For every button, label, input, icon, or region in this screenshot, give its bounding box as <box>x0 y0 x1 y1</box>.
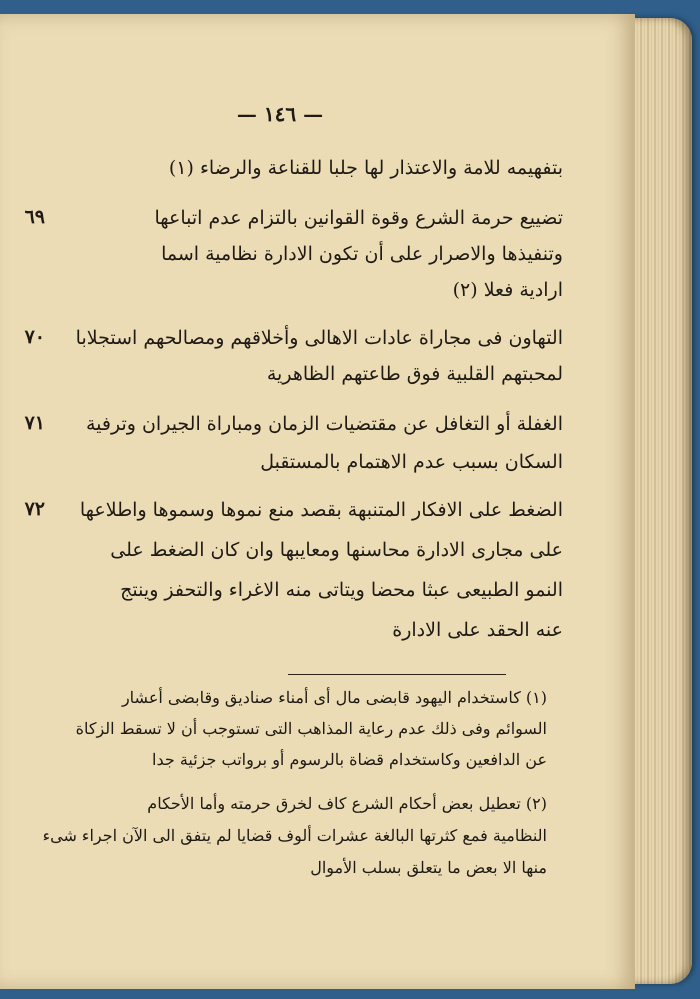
item-line: لمحبتهم القلبية فوق طاعتهم الظاهرية <box>266 363 563 385</box>
book-page <box>0 14 635 989</box>
item-line: وتنفيذها والاصرار على أن تكون الادارة نظامية اسما <box>161 243 563 265</box>
item-number: ٦٩ <box>24 206 45 228</box>
item-line: عنه الحقد على الادارة <box>392 619 563 641</box>
item-line: التهاون فى مجاراة عادات الاهالى وأخلاقهم ومصالحهم استجلابا <box>75 327 563 349</box>
footnote-line: (٢) تعطيل بعض أحكام الشرع كاف لخرق حرمته وأما الأحكام <box>147 794 547 813</box>
footnote-line: منها الا بعض ما يتعلق بسلب الأموال <box>310 858 547 877</box>
item-line: ارادية فعلا (٢) <box>452 279 563 301</box>
item-number: ٧١ <box>24 412 45 434</box>
footnote-line: السوائم وفى ذلك عدم رعاية المذاهب التى تستوجب أن لا تسقط الزكاة <box>75 719 547 738</box>
intro-line: بتفهيمه للامة والاعتذار لها جلبا للقناعة والرضاء (١) <box>168 157 563 179</box>
footnote-line: النظامية فمع كثرتها البالغة عشرات ألوف قضايا لم يتفق الى الآن اجراء شىء <box>42 826 547 845</box>
footnote-line: عن الدافعين وكاستخدام قضاة بالرسوم أو برواتب جزئية جدا <box>152 750 547 769</box>
item-line: على مجارى الادارة محاسنها ومعايبها وان كان الضغط على <box>110 539 563 561</box>
item-line: الغفلة أو التغافل عن مقتضيات الزمان ومباراة الجيران وترفية <box>85 413 563 435</box>
item-number: ٧٢ <box>24 498 45 520</box>
item-line: الضغط على الافكار المتنبهة بقصد منع نموها وسموها واطلاعها <box>79 499 563 521</box>
item-number: ٧٠ <box>24 326 45 348</box>
item-line: تضييع حرمة الشرع وقوة القوانين بالتزام عدم اتباعها <box>154 207 563 229</box>
footnote-divider <box>288 674 506 675</box>
footnote-line: (١) كاستخدام اليهود قابضى مال أى أمناء صناديق وقابضى أعشار <box>121 688 547 707</box>
item-line: السكان بسبب عدم الاهتمام بالمستقبل <box>260 451 563 473</box>
page-number: — ١٤٦ — <box>236 102 324 126</box>
item-line: النمو الطبيعى عبثا محضا ويتاتى منه الاغراء والتحفز وينتج <box>120 579 563 601</box>
